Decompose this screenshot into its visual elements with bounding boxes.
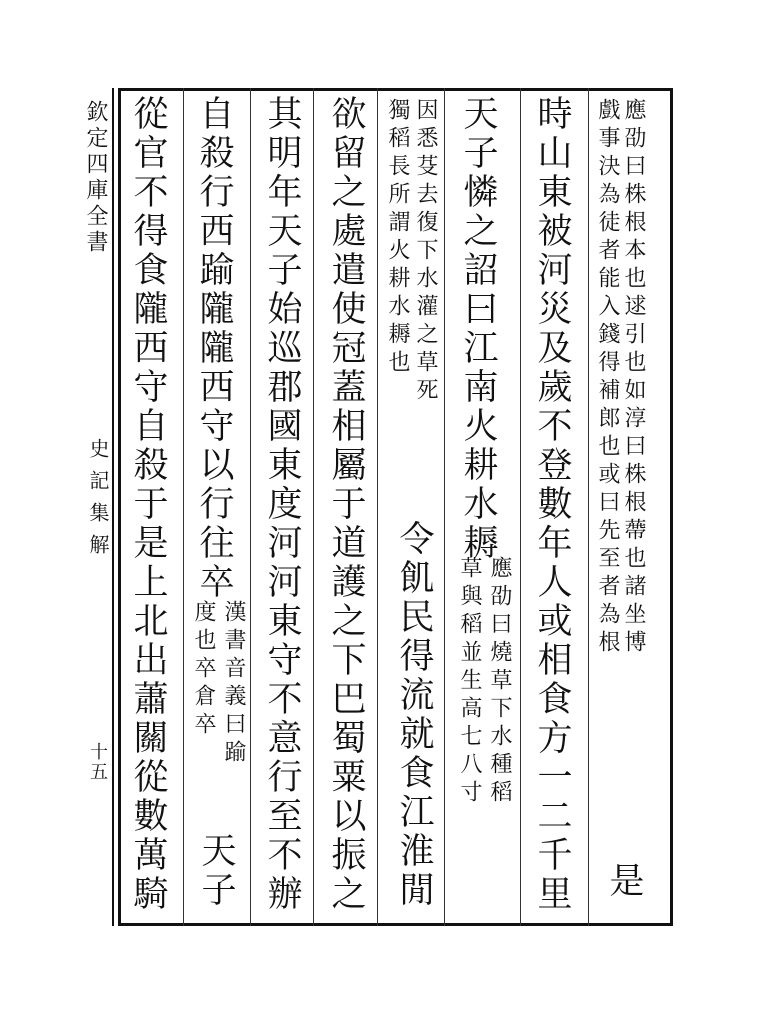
text-column: 欲留之處遣使冠蓋相屬于道護之下巴蜀粟以振之: [326, 95, 366, 914]
column-rule: [520, 88, 521, 926]
book-title: 史記集解: [86, 438, 110, 566]
page-number: 十五: [87, 742, 108, 782]
annotation-line: 應劭曰株根本也逑引也如淳曰株根蔕也諸坐博: [621, 98, 646, 658]
text-column: 自殺行西踰隴隴西守以行往卒: [194, 95, 234, 602]
text-column: 時山東被河災及歲不登數年人或相食方一二千里: [532, 95, 572, 914]
column-rule: [250, 88, 251, 926]
column-rule: [183, 88, 184, 926]
library-title: 欽定四庫全書: [83, 100, 108, 256]
column-rule: [377, 88, 378, 926]
annotation-line: 度也卒倉卒: [191, 600, 216, 740]
annotation-line: 獨稻長所謂火耕水耨也: [385, 98, 410, 378]
column-rule: [313, 88, 314, 926]
annotation-line: 草與稻並生高七八寸: [457, 556, 482, 808]
annotation-line: 戲事決為徒者能入錢得補郎也或曰先至者為根: [595, 98, 620, 658]
text-column: 從官不得食隴西守自殺于是上北出蕭關從數萬騎: [128, 95, 168, 914]
column-rule: [588, 88, 589, 926]
frame-border-line: [112, 88, 114, 926]
text-column: 是: [604, 862, 644, 901]
annotation-line: 應劭曰燒草下水種稻: [487, 556, 512, 808]
annotation-line: 漢書音義曰踰: [221, 600, 246, 768]
text-column: 天子憐之詔曰江南火耕水耨: [458, 95, 498, 563]
text-column: 其明年天子始巡郡國東度河河東守不意行至不辦: [262, 95, 302, 914]
column-rule: [444, 88, 445, 926]
annotation-line: 因悉芟去復下水灌之草死: [413, 98, 438, 406]
text-column: 令飢民得流就食江淮閒: [394, 520, 434, 910]
text-column: 天子: [196, 832, 236, 910]
